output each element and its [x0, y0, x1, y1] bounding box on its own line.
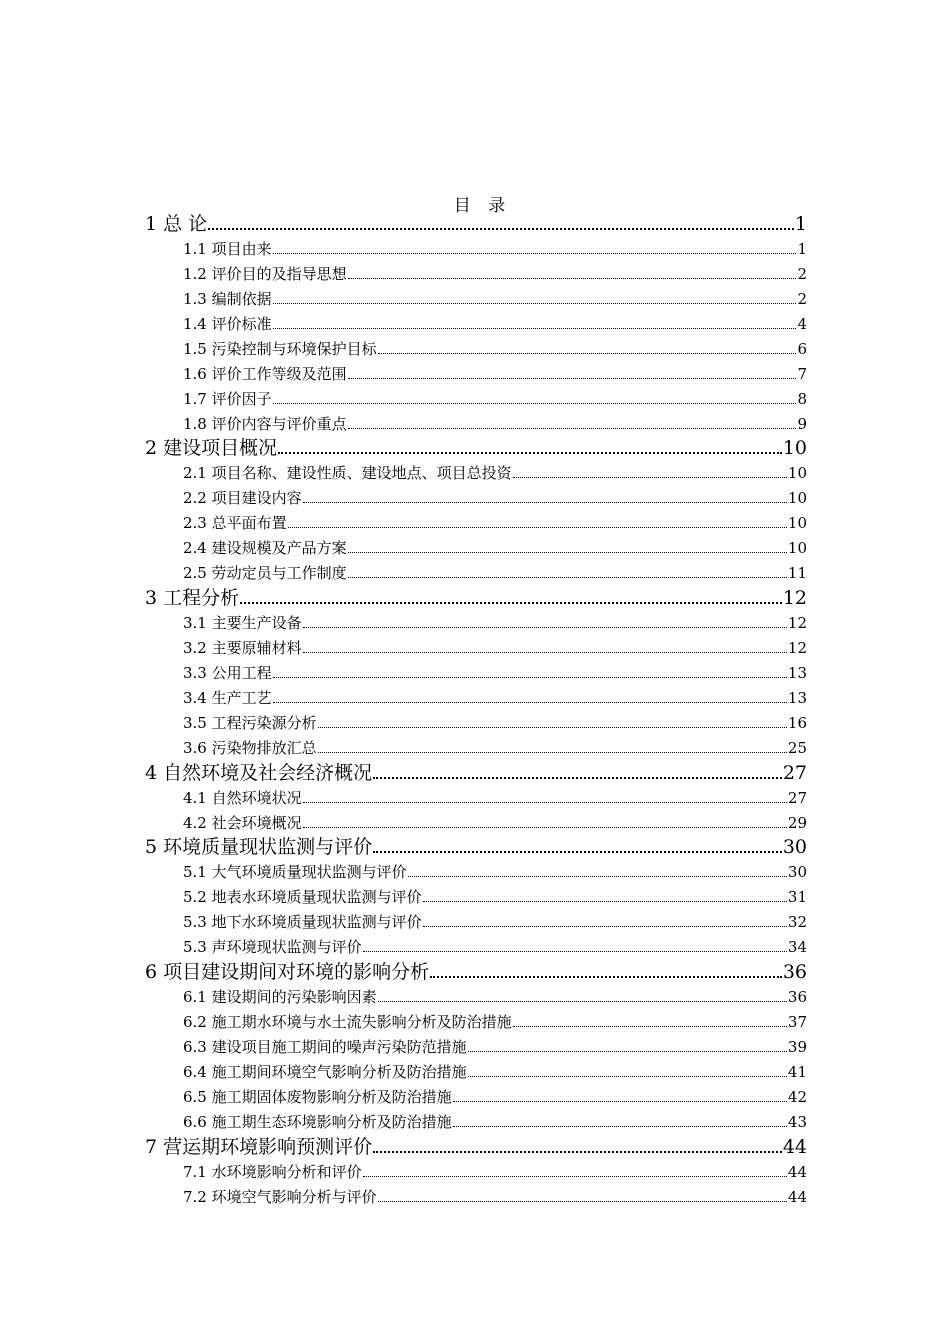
toc-entry-page-number: 25: [787, 738, 807, 757]
toc-entry-page-number: 41: [787, 1062, 807, 1081]
toc-entry-title: 2.3 总平面布置: [183, 514, 287, 533]
toc-entry-page-number: 6: [797, 339, 807, 358]
toc-entry-page-number: 10: [787, 464, 807, 483]
toc-section-entry[interactable]: [145, 536, 807, 561]
toc-section-entry[interactable]: [145, 561, 807, 586]
dot-leader: [318, 751, 787, 753]
dot-leader: [273, 676, 787, 678]
toc-chapter-entry[interactable]: [145, 960, 807, 985]
toc-entry-page-number: 32: [787, 913, 807, 932]
toc-entry-title: 4 自然环境及社会经济概况: [145, 761, 373, 784]
toc-section-entry[interactable]: [145, 736, 807, 761]
toc-entry-title: 3.1 主要生产设备: [183, 614, 302, 632]
toc-entry-title: 2.1 项目名称、建设性质、建设地点、项目总投资: [183, 464, 512, 483]
toc-entry-title: 2.2 项目建设内容: [183, 489, 302, 508]
dot-leader: [378, 1000, 787, 1002]
dot-leader: [273, 302, 797, 304]
toc-chapter-entry[interactable]: [145, 212, 807, 237]
toc-entry-page-number: 12: [782, 587, 807, 610]
toc-entry-title: 6.2 施工期水环境与水土流失影响分析及防治措施: [183, 1013, 512, 1031]
dot-leader: [303, 826, 787, 828]
toc-section-entry[interactable]: [145, 636, 807, 661]
toc-entry-page-number: 16: [787, 713, 807, 732]
toc-section-entry[interactable]: [145, 337, 807, 362]
toc-section-entry[interactable]: [145, 511, 807, 536]
toc-entry-title: 7 营运期环境影响预测评价: [145, 1135, 373, 1158]
dot-leader: [240, 601, 782, 604]
dot-leader: [468, 1050, 787, 1052]
toc-section-entry[interactable]: [145, 1160, 807, 1185]
dot-leader: [318, 726, 787, 728]
toc-entry-title: 3.5 工程污染源分析: [183, 713, 317, 732]
toc-entry-title: 6 项目建设期间对环境的影响分析: [145, 961, 430, 984]
toc-entry-page-number: 10: [787, 539, 807, 558]
dot-leader: [303, 801, 787, 803]
toc-entry-title: 1.2 评价目的及指导思想: [183, 264, 347, 283]
toc-entry-title: 2.5 劳动定员与工作制度: [183, 564, 347, 583]
toc-section-entry[interactable]: [145, 1110, 807, 1135]
dot-leader: [273, 252, 797, 254]
toc-section-entry[interactable]: [145, 1010, 807, 1035]
dot-leader: [373, 1150, 782, 1153]
toc-section-entry[interactable]: [145, 362, 807, 387]
toc-entry-title: 7.1 水环境影响分析和评价: [183, 1162, 362, 1181]
toc-chapter-entry[interactable]: [145, 1135, 807, 1160]
dot-leader: [513, 476, 787, 478]
toc-section-entry[interactable]: [145, 860, 807, 885]
toc-entry-page-number: 13: [787, 663, 807, 682]
dot-leader: [423, 925, 787, 927]
dot-leader: [303, 651, 787, 653]
toc-section-entry[interactable]: [145, 935, 807, 960]
toc-section-entry[interactable]: [145, 387, 807, 412]
toc-chapter-entry[interactable]: [145, 835, 807, 860]
toc-entry-title: 1.8 评价内容与评价重点: [183, 414, 347, 433]
dot-leader: [423, 900, 787, 902]
dot-leader: [363, 1175, 787, 1177]
toc-chapter-entry[interactable]: [145, 436, 807, 461]
dot-leader: [373, 850, 782, 853]
dot-leader: [273, 327, 797, 329]
toc-entry-page-number: 44: [782, 1135, 807, 1158]
toc-entry-page-number: 31: [787, 888, 807, 907]
toc-entry-page-number: 10: [787, 514, 807, 533]
toc-entry-title: 6.5 施工期固体废物影响分析及防治措施: [183, 1087, 452, 1106]
toc-entry-title: 5 环境质量现状监测与评价: [145, 836, 373, 859]
toc-section-entry[interactable]: [145, 412, 807, 437]
toc-section-entry[interactable]: [145, 811, 807, 836]
toc-section-entry[interactable]: [145, 786, 807, 811]
dot-leader: [348, 576, 787, 578]
dot-leader: [278, 451, 782, 454]
toc-entry-page-number: 7: [797, 364, 807, 383]
toc-section-entry[interactable]: [145, 711, 807, 736]
toc-entry-page-number: 12: [787, 614, 807, 632]
toc-entry-page-number: 36: [782, 961, 807, 984]
toc-chapter-entry[interactable]: [145, 586, 807, 611]
toc-entry-page-number: 39: [787, 1037, 807, 1056]
dot-leader: [288, 526, 787, 528]
toc-entry-title: 6.1 建设期间的污染影响因素: [183, 988, 377, 1007]
toc-entry-page-number: 27: [782, 761, 807, 784]
toc-section-entry[interactable]: [145, 985, 807, 1010]
toc-entry-title: 4.1 自然环境状况: [183, 788, 302, 807]
table-of-contents: [145, 212, 807, 1210]
dot-leader: [208, 227, 794, 230]
dot-leader: [303, 501, 787, 503]
dot-leader: [513, 1025, 787, 1027]
toc-entry-title: 1.1 项目由来: [183, 239, 272, 258]
dot-leader: [373, 776, 782, 779]
toc-section-entry[interactable]: [145, 461, 807, 486]
dot-leader: [453, 1100, 787, 1102]
toc-entry-title: 5.1 大气环境质量现状监测与评价: [183, 863, 407, 882]
toc-entry-page-number: 8: [797, 389, 807, 408]
toc-entry-page-number: 42: [787, 1087, 807, 1106]
dot-leader: [348, 277, 797, 279]
toc-entry-title: 2 建设项目概况: [145, 437, 278, 460]
toc-entry-page-number: 29: [787, 813, 807, 832]
toc-section-entry[interactable]: [145, 1060, 807, 1085]
toc-entry-page-number: 37: [787, 1013, 807, 1031]
toc-section-entry[interactable]: [145, 262, 807, 287]
toc-entry-title: 5.3 声环境现状监测与评价: [183, 938, 362, 957]
dot-leader: [303, 626, 787, 628]
toc-section-entry[interactable]: [145, 611, 807, 636]
toc-entry-page-number: 9: [797, 414, 807, 433]
dot-leader: [273, 402, 797, 404]
dot-leader: [408, 875, 787, 877]
toc-entry-title: 7.2 环境空气影响分析与评价: [183, 1187, 377, 1206]
toc-entry-title: 1.3 编制依据: [183, 289, 272, 308]
toc-entry-page-number: 10: [782, 437, 807, 460]
toc-entry-page-number: 44: [787, 1162, 807, 1181]
toc-entry-title: 5.3 地下水环境质量现状监测与评价: [183, 913, 422, 932]
toc-section-entry[interactable]: [145, 885, 807, 910]
toc-section-entry[interactable]: [145, 1035, 807, 1060]
toc-entry-title: 3.4 生产工艺: [183, 688, 272, 707]
dot-leader: [378, 352, 797, 354]
toc-entry-page-number: 36: [787, 988, 807, 1007]
toc-entry-page-number: 44: [787, 1187, 807, 1206]
toc-entry-page-number: 43: [787, 1112, 807, 1131]
toc-section-entry[interactable]: [145, 287, 807, 312]
toc-entry-title: 1.5 污染控制与环境保护目标: [183, 339, 377, 358]
toc-entry-title: 3.6 污染物排放汇总: [183, 738, 317, 757]
dot-leader: [273, 701, 787, 703]
toc-entry-title: 1.6 评价工作等级及范围: [183, 364, 347, 383]
toc-entry-title: 3.3 公用工程: [183, 663, 272, 682]
toc-entry-title: 1.4 评价标准: [183, 314, 272, 333]
toc-entry-page-number: 1: [797, 239, 807, 258]
toc-entry-title: 5.2 地表水环境质量现状监测与评价: [183, 888, 422, 907]
toc-entry-page-number: 13: [787, 688, 807, 707]
dot-leader: [468, 1075, 787, 1077]
toc-entry-page-number: 2: [797, 264, 807, 283]
toc-section-entry[interactable]: [145, 1185, 807, 1210]
toc-entry-title: 4.2 社会环境概况: [183, 813, 302, 832]
toc-entry-title: 3.2 主要原辅材料: [183, 638, 302, 657]
toc-section-entry[interactable]: [145, 686, 807, 711]
toc-entry-title: 6.4 施工期间环境空气影响分析及防治措施: [183, 1062, 467, 1081]
toc-entry-page-number: 34: [787, 938, 807, 957]
dot-leader: [348, 377, 797, 379]
dot-leader: [378, 1200, 787, 1202]
toc-entry-title: 1.7 评价因子: [183, 389, 272, 408]
toc-entry-page-number: 11: [787, 564, 807, 583]
dot-leader: [430, 975, 782, 978]
toc-section-entry[interactable]: [145, 312, 807, 337]
toc-section-entry[interactable]: [145, 486, 807, 511]
toc-entry-title: 6.3 建设项目施工期间的噪声污染防范措施: [183, 1037, 467, 1056]
dot-leader: [348, 551, 787, 553]
toc-section-entry[interactable]: [145, 661, 807, 686]
toc-section-entry[interactable]: [145, 910, 807, 935]
dot-leader: [363, 950, 787, 952]
dot-leader: [453, 1125, 787, 1127]
toc-entry-page-number: 4: [797, 314, 807, 333]
toc-entry-title: 3 工程分析: [145, 587, 240, 610]
dot-leader: [348, 427, 797, 429]
toc-entry-page-number: 30: [787, 863, 807, 882]
toc-entry-page-number: 1: [794, 213, 807, 235]
toc-entry-page-number: 10: [787, 489, 807, 508]
toc-entry-page-number: 30: [782, 836, 807, 859]
toc-entry-title: 1 总 论: [145, 213, 208, 235]
toc-title: 目 录: [453, 196, 512, 216]
toc-entry-page-number: 27: [787, 788, 807, 807]
toc-entry-page-number: 2: [797, 289, 807, 308]
toc-entry-title: 2.4 建设规模及产品方案: [183, 539, 347, 558]
toc-entry-page-number: 12: [787, 638, 807, 657]
toc-chapter-entry[interactable]: [145, 761, 807, 786]
toc-entry-title: 6.6 施工期生态环境影响分析及防治措施: [183, 1112, 452, 1131]
toc-section-entry[interactable]: [145, 1085, 807, 1110]
toc-section-entry[interactable]: [145, 237, 807, 262]
